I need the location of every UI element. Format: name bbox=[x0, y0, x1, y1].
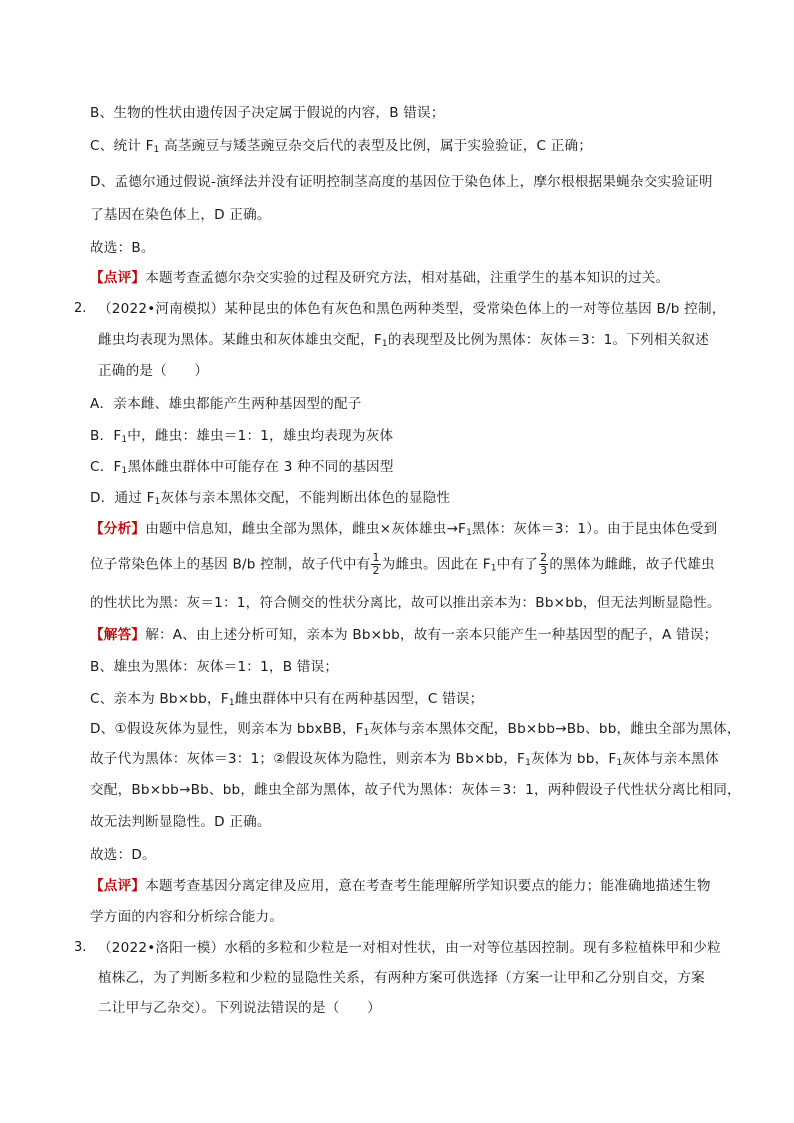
question-2-stem-line3: 正确的是（ ） bbox=[98, 363, 209, 379]
question-2-final-answer: 故选：D。 bbox=[90, 847, 156, 863]
question-2-analysis-line3: 的性状比为黑：灰＝1：1，符合侧交的性状分离比，故可以推出亲本为：Bb×bb，但无法判断显隐性。 bbox=[90, 595, 721, 611]
question-2-solution-c: C、亲本为 Bb×bb，$F_1$雌虫群体中只有在两种基因型，C 错误； bbox=[90, 691, 484, 708]
question-2-review: 【点评】本题考查基因分离定律及应用，意在考查考生能理解所学知识要点的能力；能准确地描述生物 bbox=[90, 878, 711, 894]
question-3-stem-line3: 二让甲与乙杂交）。下列说法错误的是（ ） bbox=[98, 1000, 381, 1016]
question-2-solution-d-line2: 故子代为黑体：灰体＝3：1；②假设灰体为隐性，则亲本为 Bb×bb，$F_1$灰体为 bb，$F_1$灰体与亲本黑体 bbox=[90, 751, 719, 768]
prev-option-d-explanation-cont: 了基因在染色体上，D 正确。 bbox=[90, 207, 271, 223]
question-2-number: 2. bbox=[74, 301, 87, 316]
fraction-two-thirds: $\frac{2}{3}$ bbox=[540, 551, 548, 577]
question-2-analysis: 【分析】由题中信息知，雌虫全部为黑体，雌虫×灰体雄虫$\to F_1$黑体：灰体＝3：1）。由于昆虫体色受到 bbox=[90, 521, 718, 538]
prev-final-answer: 故选：B。 bbox=[90, 240, 155, 256]
question-2-option-d: D．通过 $F_1$灰体与亲本黑体交配，不能判断出体色的显隐性 bbox=[90, 490, 451, 507]
question-2-option-a: A．亲本雌、雄虫都能产生两种基因型的配子 bbox=[90, 396, 362, 412]
question-2-solution: 【解答】解：A、由上述分析可知，亲本为 Bb×bb，故有一亲本只能产生一种基因型的配子，A 错误； bbox=[90, 627, 718, 643]
analysis-tag: 【分析】 bbox=[90, 521, 146, 537]
question-2-stem: （2022•河南模拟）某种昆虫的体色有灰色和黑色两种类型，受常染色体上的一对等位基因 B/b 控制， bbox=[98, 301, 726, 317]
prev-review: 【点评】本题考查孟德尔杂交实验的过程及研究方法，相对基础，注重学生的基本知识的过关。 bbox=[90, 270, 670, 286]
prev-option-b-explanation: B、生物的性状由遗传因子决定属于假说的内容，B 错误； bbox=[90, 105, 445, 121]
question-3-stem-line2: 植株乙，为了判断多粒和少粒的显隐性关系，有两种方案可供选择（方案一让甲和乙分别自交，方案 bbox=[98, 970, 705, 986]
prev-option-d-explanation: D、孟德尔通过假说-演绎法并没有证明控制茎高度的基因位于染色体上，摩尔根根据果蝇杂交实验证明 bbox=[90, 174, 713, 190]
question-2-solution-b: B、雄虫为黑体：灰体＝1：1，B 错误； bbox=[90, 659, 339, 675]
question-2-analysis-line2: 位子常染色体上的基因 B/b 控制，故子代中有 $\frac{1}{2}$ 为雌虫。因此在 $F_1$中有了 $\frac{2}{3}$ 的黑体为雌雌，故子代雄虫 bbox=[90, 551, 715, 577]
prev-option-c-explanation: C、统计 $F_1$ 高茎豌豆与矮茎豌豆杂交后代的表型及比例，属于实验验证，C 正确； bbox=[90, 138, 593, 155]
question-2-review-line2: 学方面的内容和分析综合能力。 bbox=[90, 909, 284, 925]
review-tag: 【点评】 bbox=[90, 270, 146, 286]
question-2-solution-d-line4: 故无法判断显隐性。D 正确。 bbox=[90, 814, 271, 830]
question-2-solution-d-line3: 交配，Bb×bb→Bb、bb，雌虫全部为黑体，故子代为黑体：灰体＝3：1，两种假设子代性状分离比相同， bbox=[90, 782, 741, 798]
question-2-stem-line2: 雌虫均表现为黑体。某雌虫和灰体雄虫交配，$F_1$的表现型及比例为黑体：灰体＝3：1。下列相关叙述 bbox=[98, 332, 710, 349]
answer-tag: 【解答】 bbox=[90, 627, 146, 643]
question-3-number: 3. bbox=[74, 940, 87, 955]
question-2-option-c: C．$F_1$黑体雌虫群体中可能存在 3 种不同的基因型 bbox=[90, 459, 394, 476]
fraction-one-half: $\frac{1}{2}$ bbox=[372, 551, 380, 577]
review-tag: 【点评】 bbox=[90, 878, 146, 894]
question-2-option-b: B．$F_1$中，雌虫：雄虫＝1：1，雄虫均表现为灰体 bbox=[90, 428, 394, 445]
question-2-solution-d: D、①假设灰体为显性，则亲本为 bbxBB，$F_1$灰体与亲本黑体交配，Bb×bb→Bb、bb，雌虫全部为黑体， bbox=[90, 721, 741, 738]
question-3-stem: （2022•洛阳一模）水稻的多粒和少粒是一对相对性状，由一对等位基因控制。现有多粒植株甲和少粒 bbox=[98, 940, 721, 956]
